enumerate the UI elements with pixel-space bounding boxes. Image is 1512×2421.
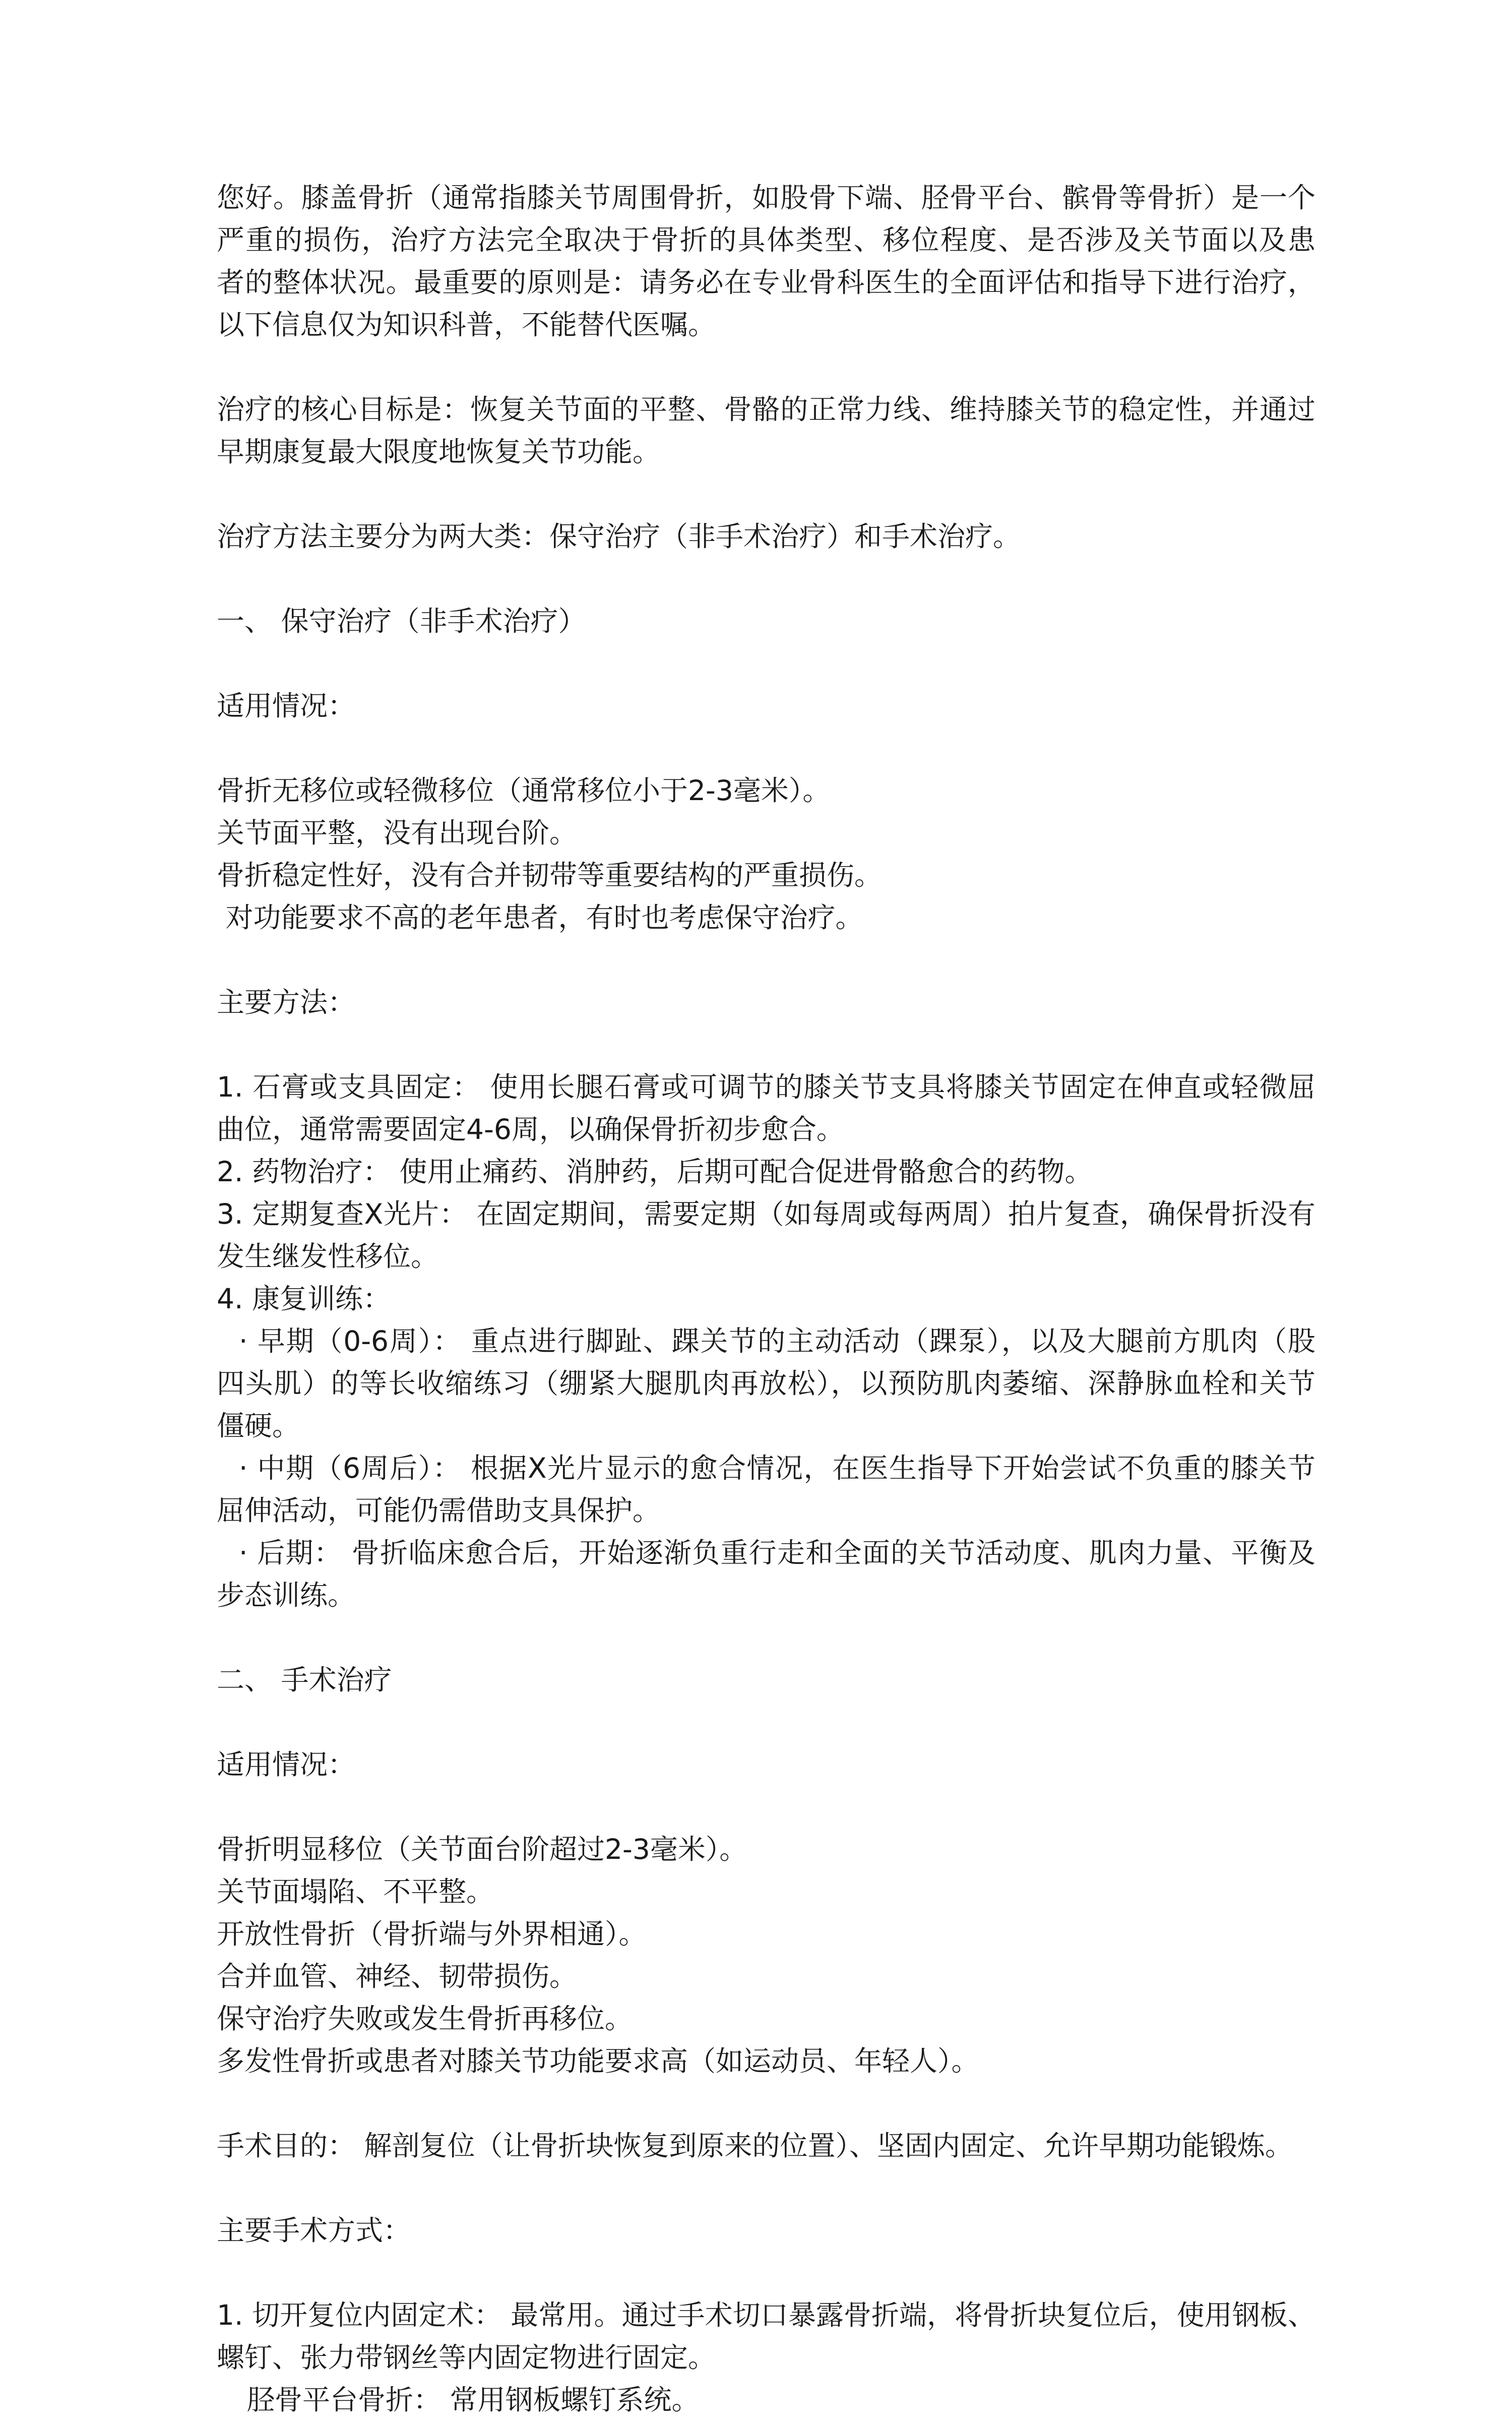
section-2-indication-item: 多发性骨折或患者对膝关节功能要求高（如运动员、年轻人）。 — [217, 2045, 979, 2077]
method-4: 4. 康复训练： — [217, 1283, 391, 1315]
method-3-line-2: 发生继发性移位。 — [217, 1240, 439, 1273]
intro-line-1: 您好。膝盖骨折（通常指膝关节周围骨折，如股骨下端、胫骨平台、髌骨等骨折）是一个 — [217, 181, 1315, 214]
surgery-1-line-2: 螺钉、张力带钢丝等内固定物进行固定。 — [217, 2341, 716, 2374]
intro-line-3: 者的整体状况。最重要的原则是：请务必在专业骨科医生的全面评估和指导下进行治疗， — [217, 266, 1315, 298]
spacer — [217, 473, 1315, 515]
spacer — [217, 558, 1315, 600]
spacer — [217, 642, 1315, 685]
section-2-indication-item: 关节面塌陷、不平整。 — [217, 1875, 494, 1908]
section-2-heading: 二、 手术治疗 — [217, 1664, 392, 1696]
rehab-early-line-3: 僵硬。 — [217, 1410, 300, 1442]
section-2-indication-item: 合并血管、神经、韧带损伤。 — [217, 1960, 578, 1992]
section-1-indication-item: 对功能要求不高的老年患者，有时也考虑保守治疗。 — [217, 901, 863, 934]
section-2-indications-label: 适用情况： — [217, 1748, 356, 1781]
spacer — [217, 2167, 1315, 2209]
spacer — [217, 1023, 1315, 1066]
section-1-indication-item: 骨折无移位或轻微移位（通常移位小于2-3毫米）。 — [217, 774, 831, 807]
section-2-indication-item: 保守治疗失败或发生骨折再移位。 — [217, 2003, 633, 2035]
surgery-methods-label: 主要手术方式： — [217, 2214, 411, 2247]
method-2: 2. 药物治疗： 使用止痛药、消肿药，后期可配合促进骨骼愈合的药物。 — [217, 1156, 1093, 1188]
document-body — [217, 176, 1315, 2421]
rehab-early-line-1: · 早期（0-6周）： 重点进行脚趾、踝关节的主动活动（踝泵），以及大腿前方肌肉（股 — [239, 1325, 1315, 1357]
methods-summary: 治疗方法主要分为两大类：保守治疗（非手术治疗）和手术治疗。 — [217, 520, 1021, 553]
surgery-purpose: 手术目的： 解剖复位（让骨折块恢复到原来的位置）、坚固内固定、允许早期功能锻炼。 — [217, 2130, 1293, 2162]
intro-line-2: 严重的损伤，治疗方法完全取决于骨折的具体类型、移位程度、是否涉及关节面以及患 — [217, 224, 1315, 256]
spacer — [217, 939, 1315, 981]
spacer — [217, 2082, 1315, 2125]
goal-line-2: 早期康复最大限度地恢复关节功能。 — [217, 436, 661, 468]
rehab-mid-line-1: · 中期（6周后）： 根据X光片显示的愈合情况，在医生指导下开始尝试不负重的膝关节 — [239, 1452, 1315, 1484]
spacer — [217, 1701, 1315, 1743]
section-1-indication-item: 关节面平整，没有出现台阶。 — [217, 817, 578, 849]
method-3-line-1: 3. 定期复查X光片： 在固定期间，需要定期（如每周或每两周）拍片复查，确保骨折没有 — [217, 1198, 1315, 1230]
method-1-line-2: 曲位，通常需要固定4-6周，以确保骨折初步愈合。 — [217, 1113, 844, 1145]
method-1-line-1: 1. 石膏或支具固定： 使用长腿石膏或可调节的膝关节支具将膝关节固定在伸直或轻微屈 — [217, 1071, 1315, 1103]
section-1-methods-label: 主要方法： — [217, 986, 356, 1018]
spacer — [217, 1786, 1315, 1828]
goal-line-1: 治疗的核心目标是：恢复关节面的平整、骨骼的正常力线、维持膝关节的稳定性，并通过 — [217, 393, 1315, 426]
rehab-early-line-2: 四头肌）的等长收缩练习（绷紧大腿肌肉再放松），以预防肌肉萎缩、深静脉血栓和关节 — [217, 1367, 1315, 1400]
spacer — [217, 1616, 1315, 1659]
section-1-indications-label: 适用情况： — [217, 690, 356, 722]
rehab-late-line-1: · 后期： 骨折临床愈合后，开始逐渐负重行走和全面的关节活动度、肌肉力量、平衡及 — [239, 1537, 1315, 1569]
section-2-indication-item: 骨折明显移位（关节面台阶超过2-3毫米）。 — [217, 1833, 747, 1865]
section-1-heading: 一、 保守治疗（非手术治疗） — [217, 605, 586, 637]
surgery-1-line-1: 1. 切开复位内固定术： 最常用。通过手术切口暴露骨折端，将骨折块复位后，使用钢板、 — [217, 2299, 1315, 2331]
section-1-indication-item: 骨折稳定性好，没有合并韧带等重要结构的严重损伤。 — [217, 859, 883, 891]
spacer — [217, 2252, 1315, 2294]
spacer — [217, 727, 1315, 769]
surgery-1-subitem: 胫骨平台骨折： 常用钢板螺钉系统。 — [247, 2384, 700, 2416]
rehab-late-line-2: 步态训练。 — [217, 1579, 356, 1611]
rehab-mid-line-2: 屈伸活动，可能仍需借助支具保护。 — [217, 1494, 661, 1527]
section-2-indication-item: 开放性骨折（骨折端与外界相通）。 — [217, 1918, 647, 1950]
spacer — [217, 346, 1315, 388]
intro-line-4: 以下信息仅为知识科普，不能替代医嘱。 — [217, 309, 716, 341]
